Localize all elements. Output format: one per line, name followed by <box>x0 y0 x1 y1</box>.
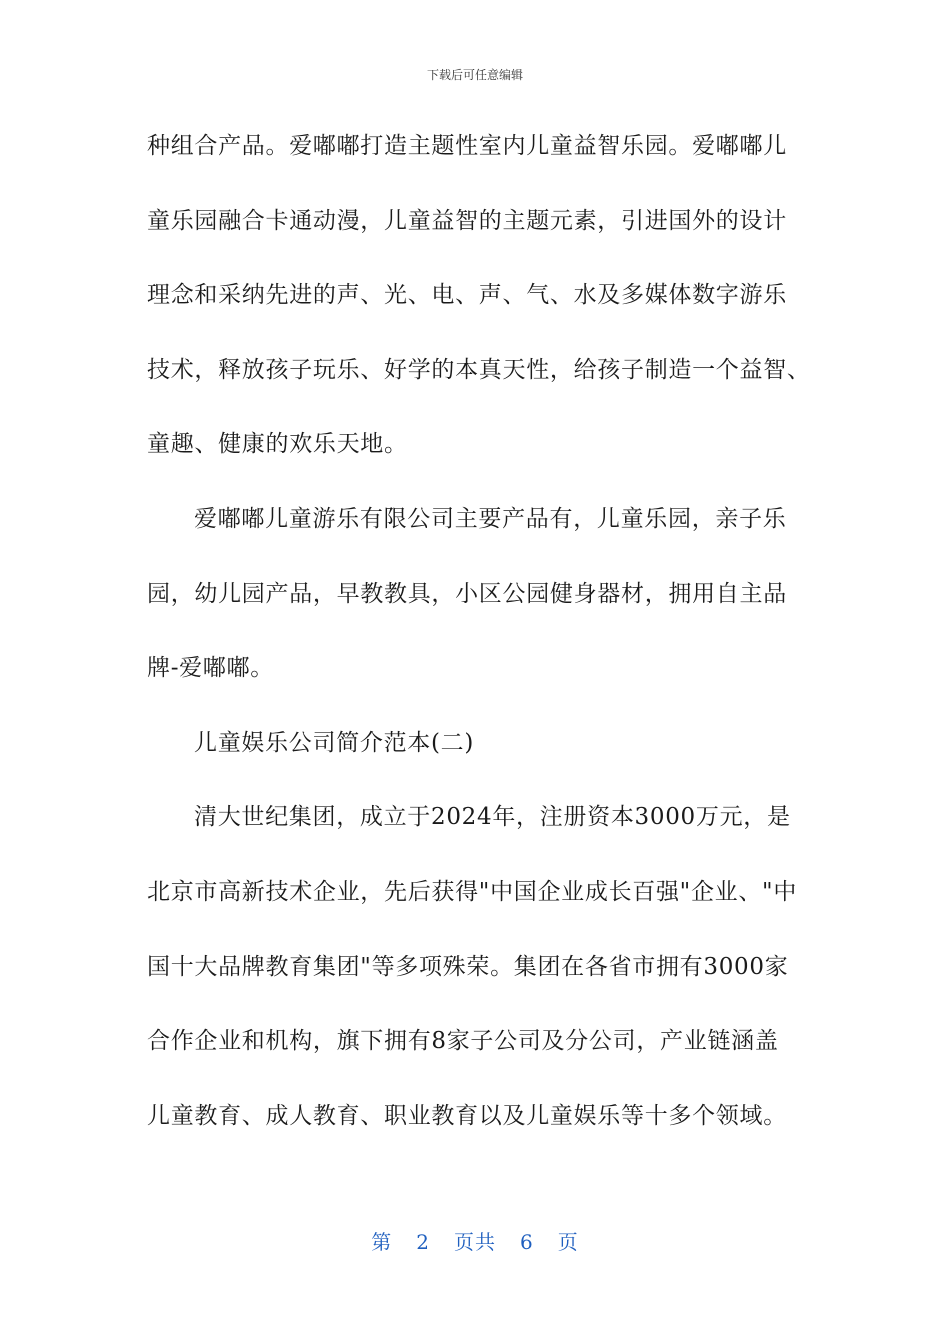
text-line: 国十大品牌教育集团"等多项殊荣。集团在各省市拥有3000家 <box>147 953 789 980</box>
text-line: 技术，释放孩子玩乐、好学的本真天性，给孩子制造一个益智、 <box>147 356 811 383</box>
current-page-number: 2 <box>416 1230 430 1254</box>
page-header: 下载后可任意编辑 <box>426 68 523 82</box>
text-line: 园，幼儿园产品，早教教具，小区公园健身器材，拥用自主品 <box>147 580 787 607</box>
text-line: 牌-爱嘟嘟。 <box>147 655 274 682</box>
text-line: 童趣、健康的欢乐天地。 <box>147 431 408 458</box>
text-line: 合作企业和机构，旗下拥有8家子公司及分公司，产业链涵盖 <box>147 1028 779 1055</box>
text-line: 儿童教育、成人教育、职业教育以及儿童娱乐等十多个领域。 <box>147 1102 787 1129</box>
text-line: 理念和采纳先进的声、光、电、声、气、水及多媒体数字游乐 <box>147 282 787 309</box>
document-body <box>147 126 809 1170</box>
footer-middle: 页共 <box>454 1230 496 1254</box>
page-number-footer <box>0 1226 950 1255</box>
text-line: 种组合产品。爱嘟嘟打造主题性室内儿童益智乐园。爱嘟嘟儿 <box>147 133 787 159</box>
paragraph-first-line: 清大世纪集团，成立于2024年，注册资本3000万元，是 <box>194 804 791 831</box>
total-page-count: 6 <box>520 1230 534 1254</box>
section-heading: 儿童娱乐公司简介范本(二) <box>194 729 475 756</box>
text-line: 童乐园融合卡通动漫，儿童益智的主题元素，引进国外的设计 <box>147 207 787 234</box>
footer-suffix: 页 <box>557 1230 579 1254</box>
footer-prefix: 第 <box>371 1230 393 1254</box>
text-line: 北京市高新技术企业，先后获得"中国企业成长百强"企业、"中 <box>147 878 798 905</box>
paragraph-first-line: 爱嘟嘟儿童游乐有限公司主要产品有，儿童乐园，亲子乐 <box>194 505 787 532</box>
